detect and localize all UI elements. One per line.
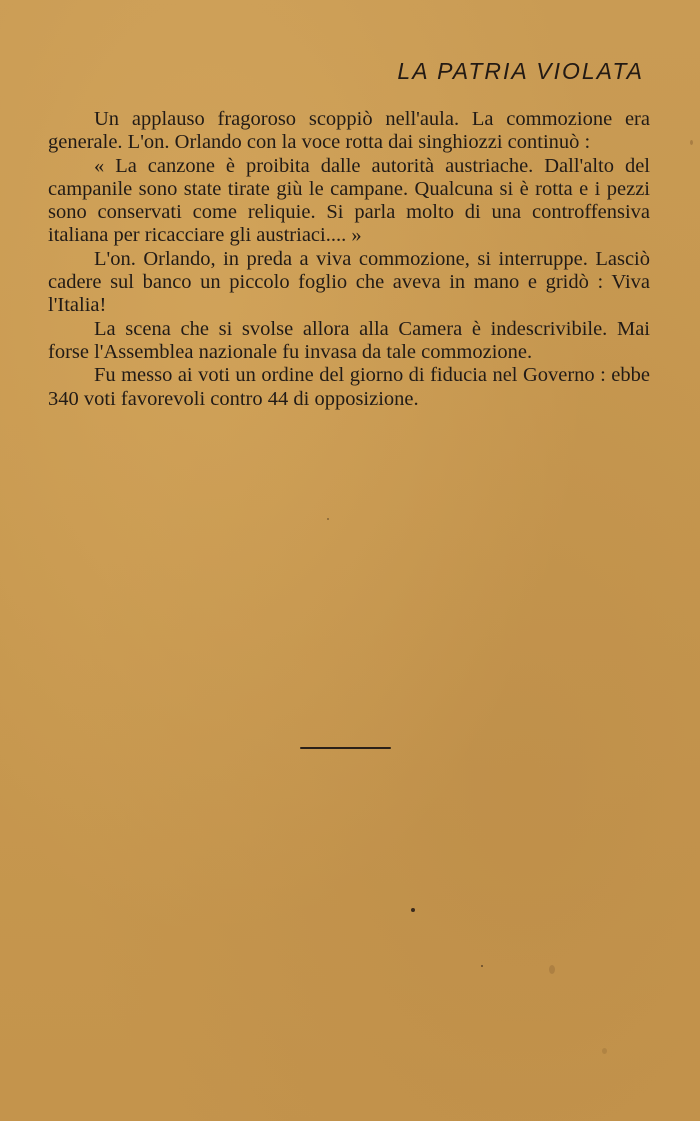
paper-speck [549, 965, 555, 974]
paper-speck [411, 908, 415, 912]
paragraph-3: L'on. Orlando, in preda a viva commozione, si interruppe. Lasciò cadere sul banco un piccolo foglio che aveva in mano e gridò : Viva l'Italia! [48, 247, 650, 317]
paragraph-5: Fu messo ai voti un ordine del giorno di fiducia nel Governo : ebbe 340 voti favorevoli contro 44 di opposizione. [48, 364, 650, 410]
paper-speck [690, 140, 693, 145]
paper-speck [602, 1048, 607, 1054]
paper-speck [327, 518, 329, 520]
paper-speck [481, 965, 483, 967]
body-text [48, 108, 650, 411]
paragraph-2: « La canzone è proibita dalle autorità austriache. Dall'alto del campanile sono state tirate giù le campane. Qualcuna si è rotta e i pezzi sono conservati come reliquie. Si parla molto di una controffensiva italiana per ricacciare gli austriaci.... » [48, 154, 650, 247]
running-head: LA PATRIA VIOLATA [397, 58, 644, 84]
paragraph-1: Un applauso fragoroso scoppiò nell'aula. La commozione era generale. L'on. Orlando con la voce rotta dai singhiozzi continuò : [48, 108, 650, 154]
paragraph-4: La scena che si svolse allora alla Camera è indescrivibile. Mai forse l'Assemblea nazionale fu invasa da tale commozione. [48, 317, 650, 363]
section-end-rule [300, 747, 391, 749]
